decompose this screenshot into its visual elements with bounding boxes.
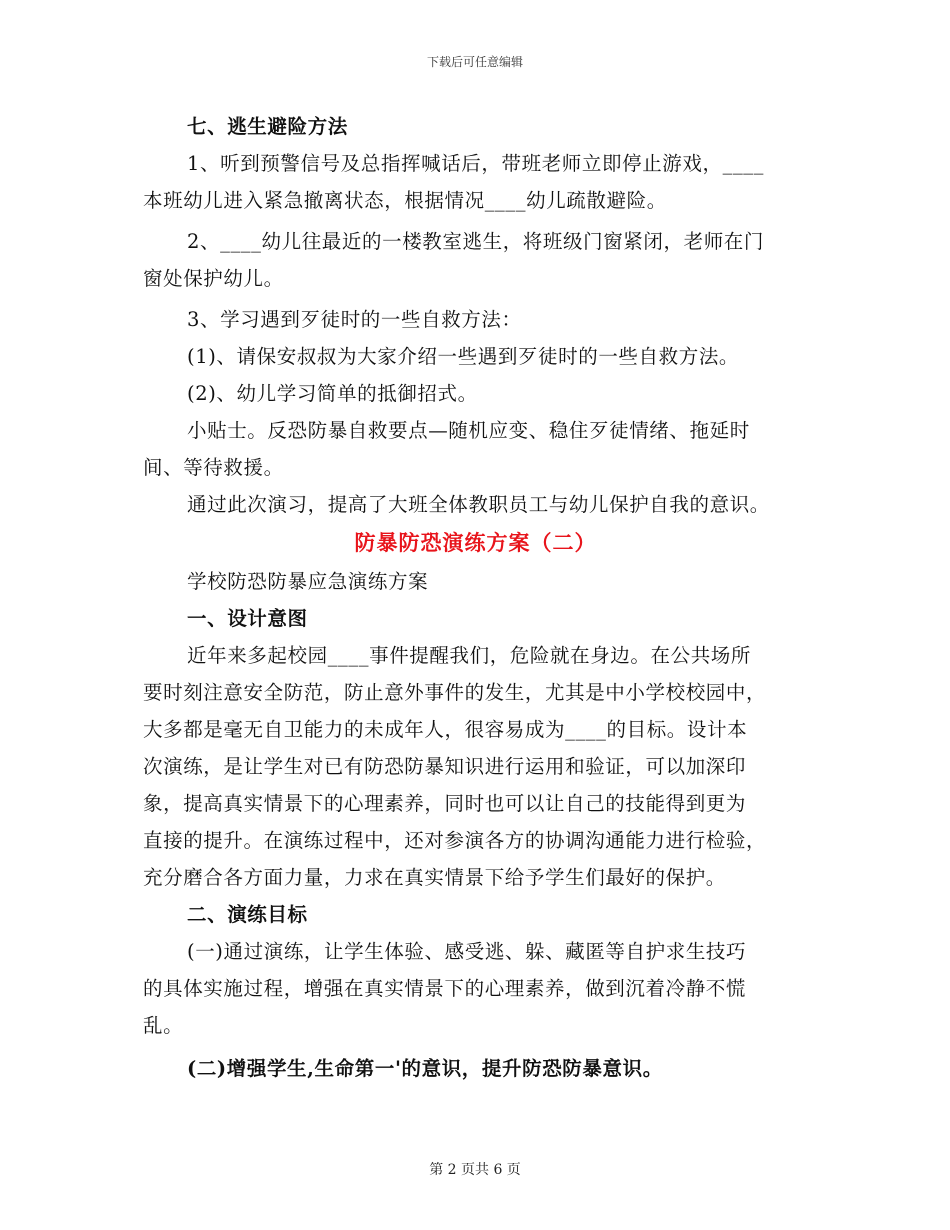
section-heading-escape: 七、逃生避险方法	[187, 115, 348, 138]
goal-2: (二)增强学生,生命第一'的意识，提升防恐防暴意识。	[187, 1057, 663, 1080]
page-number: 第 2 页共 6 页	[429, 1162, 521, 1178]
intent-line: 直接的提升。在演练过程中，还对参演各方的协调沟通能力进行检验，	[143, 829, 767, 852]
paragraph-4: (1)、请保安叔叔为大家介绍一些遇到歹徒时的一些自救方法。	[187, 345, 740, 368]
paragraph-1-line-1: 1、听到预警信号及总指挥喊话后，带班老师立即停止游戏，____	[187, 152, 765, 175]
header-note: 下载后可任意编辑	[426, 55, 523, 69]
section-title-red: 防暴防恐演练方案（二）	[354, 530, 597, 555]
intent-line: 象，提高真实情景下的心理素养，同时也可以让自己的技能得到更为	[143, 792, 747, 815]
goal-1-line: (一)通过演练，让学生体验、感受逃、躲、藏匿等自护求生技巧	[187, 940, 747, 963]
intent-line: 大多都是毫无自卫能力的未成年人，很容易成为____的目标。设计本	[143, 718, 748, 741]
paragraph-3: 3、学习遇到歹徒时的一些自救方法：	[187, 308, 522, 331]
intent-line: 要时刻注意安全防范，防止意外事件的发生，尤其是中小学校校园中，	[143, 681, 767, 704]
heading-drill-goals: 二、演练目标	[187, 903, 308, 926]
paragraph-1-line-2: 本班幼儿进入紧急撤离状态，根据情况____幼儿疏散避险。	[143, 189, 667, 212]
tip-line-1: 小贴士。反恐防暴自救要点—随机应变、稳住歹徒情绪、拖延时	[187, 419, 750, 442]
tip-line-2: 间、等待救援。	[143, 456, 284, 479]
conclusion: 通过此次演习，提高了大班全体教职员工与幼儿保护自我的意识。	[187, 493, 770, 516]
paragraph-5: (2)、幼儿学习简单的抵御招式。	[187, 382, 478, 405]
intent-line: 近年来多起校园____事件提醒我们，危险就在身边。在公共场所	[187, 644, 752, 667]
plan-subtitle: 学校防恐防暴应急演练方案	[187, 570, 429, 593]
intent-line: 充分磨合各方面力量，力求在真实情景下给予学生们最好的保护。	[143, 866, 726, 889]
paragraph-2-line-2: 窗处保护幼儿。	[143, 267, 284, 290]
goal-1-line: 的具体实施过程，增强在真实情景下的心理素养，做到沉着冷静不慌	[143, 977, 747, 1000]
intent-line: 次演练，是让学生对已有防恐防暴知识进行运用和验证，可以加深印	[143, 755, 747, 778]
paragraph-2-line-1: 2、____幼儿往最近的一楼教室逃生，将班级门窗紧闭，老师在门	[187, 230, 765, 253]
goal-1-line: 乱。	[143, 1014, 184, 1037]
heading-design-intent: 一、设计意图	[187, 607, 308, 630]
document-body	[143, 108, 808, 1087]
